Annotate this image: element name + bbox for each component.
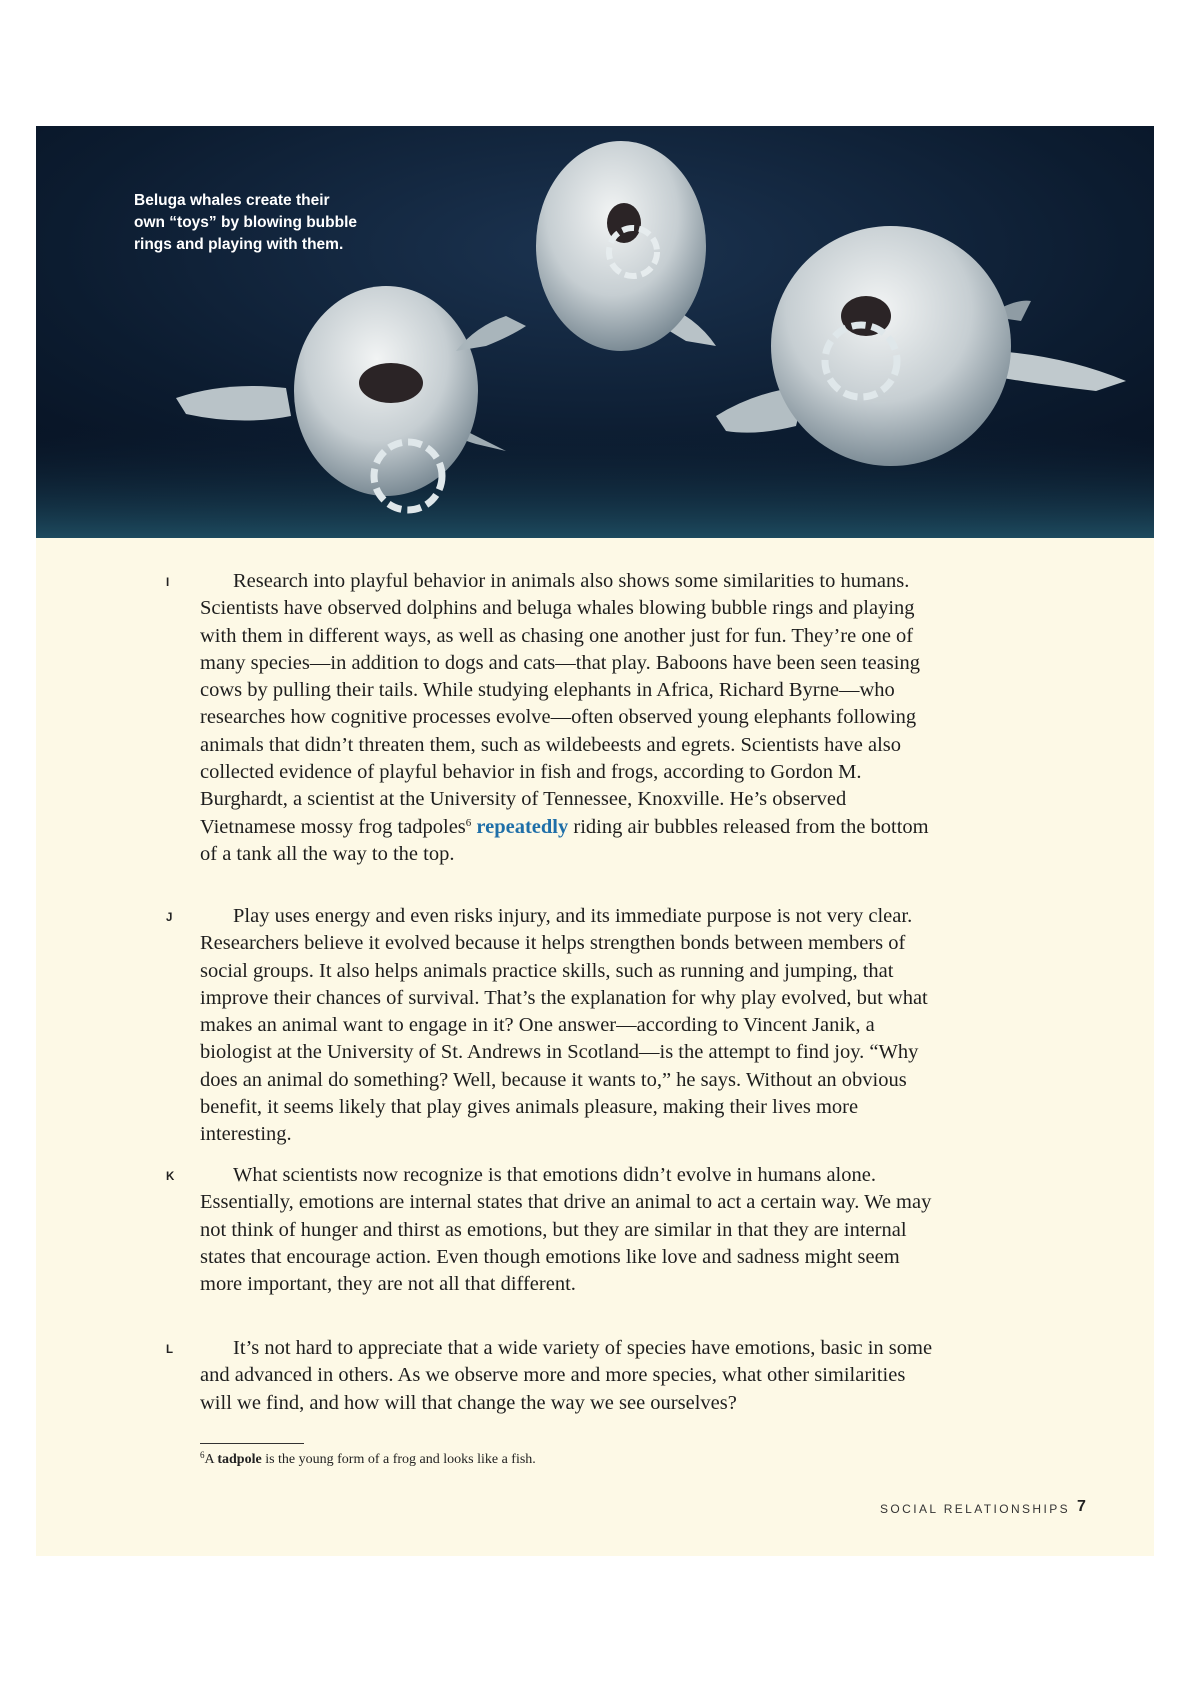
paragraph-marker: I	[166, 577, 170, 589]
footnote-reference: 6	[465, 816, 472, 829]
footnote-term: tadpole	[217, 1452, 262, 1467]
beluga-illustration	[36, 126, 1154, 538]
page-number: 7	[1077, 1498, 1086, 1515]
paragraph-marker: K	[166, 1171, 175, 1183]
paragraph-i	[200, 568, 940, 868]
section-title: SOCIAL RELATIONSHIPS	[880, 1502, 1071, 1516]
footnote-definition: is the young form of a frog and looks like a fish.	[261, 1452, 536, 1467]
paragraph-l: It’s not hard to appreciate that a wide variety of species have emotions, basic in some and advanced in others. As we observe more and more species, what other similarities will we find, and how will that change the way we see ourselves?	[200, 1337, 933, 1414]
paragraph-k: What scientists now recognize is that emotions didn’t evolve in humans alone. Essentially, emotions are internal states that drive an animal to act a certain way. We may not think of hunger and thirst as emotions, but they are similar in that they are internal states that encourage action. Even though emotions like love and sadness might seem more important, they are not all that different.	[200, 1164, 932, 1296]
footnote	[200, 1452, 536, 1468]
paragraph-j: Play uses energy and even risks injury, and its immediate purpose is not very clear. Researchers believe it evolved because it helps strengthen bonds between members of social groups. It also helps animals practice skills, such as running and jumping, that improve their chances of survival. That’s the explanation for why play evolved, but what makes an animal want to engage in it? One answer—according to Vincent Janik, a biologist at the University of St. Andrews in Scotland—is the attempt to find joy. “Why does an animal do something? Well, because it wants to,” he says. Without an obvious benefit, it seems likely that play gives animals pleasure, making their lives more interesting.	[200, 905, 928, 1146]
paragraph-text: Research into playful behavior in animals also shows some similarities to humans. Scientists have observed dolphins and beluga whales blowing bubble rings and playing with them in different ways, as well as chasing one another just for fun. They’re one of many species—in addition to dogs and cats—that play. Baboons have been seen teasing cows by pulling their tails. While studying elephants in Africa, Richard Byrne—who researches how cognitive processes evolve—often observed young elephants following animals that didn’t threaten them, such as wildebeests and egrets. Scientists have also collected evidence of playful behavior in fish and frogs, according to Gordon M. Burghardt, a scientist at the University of Tennessee, Knoxville. He’s observed Vietnamese mossy frog tadpoles	[200, 570, 920, 838]
footnote-prefix: A	[204, 1452, 218, 1467]
vocabulary-word: repeatedly	[476, 815, 569, 838]
beluga-photo	[36, 126, 1154, 538]
photo-caption: Beluga whales create their own “toys” by blowing bubble rings and playing with them.	[134, 192, 358, 253]
paragraph-text-continued: riding air bubbles released from the bottom of a tank all the way to the top.	[200, 815, 929, 865]
paragraph-marker: J	[166, 912, 173, 924]
footnote-divider	[200, 1443, 304, 1444]
paragraph-marker: L	[166, 1344, 174, 1356]
footnote-number: 6	[200, 1450, 205, 1460]
